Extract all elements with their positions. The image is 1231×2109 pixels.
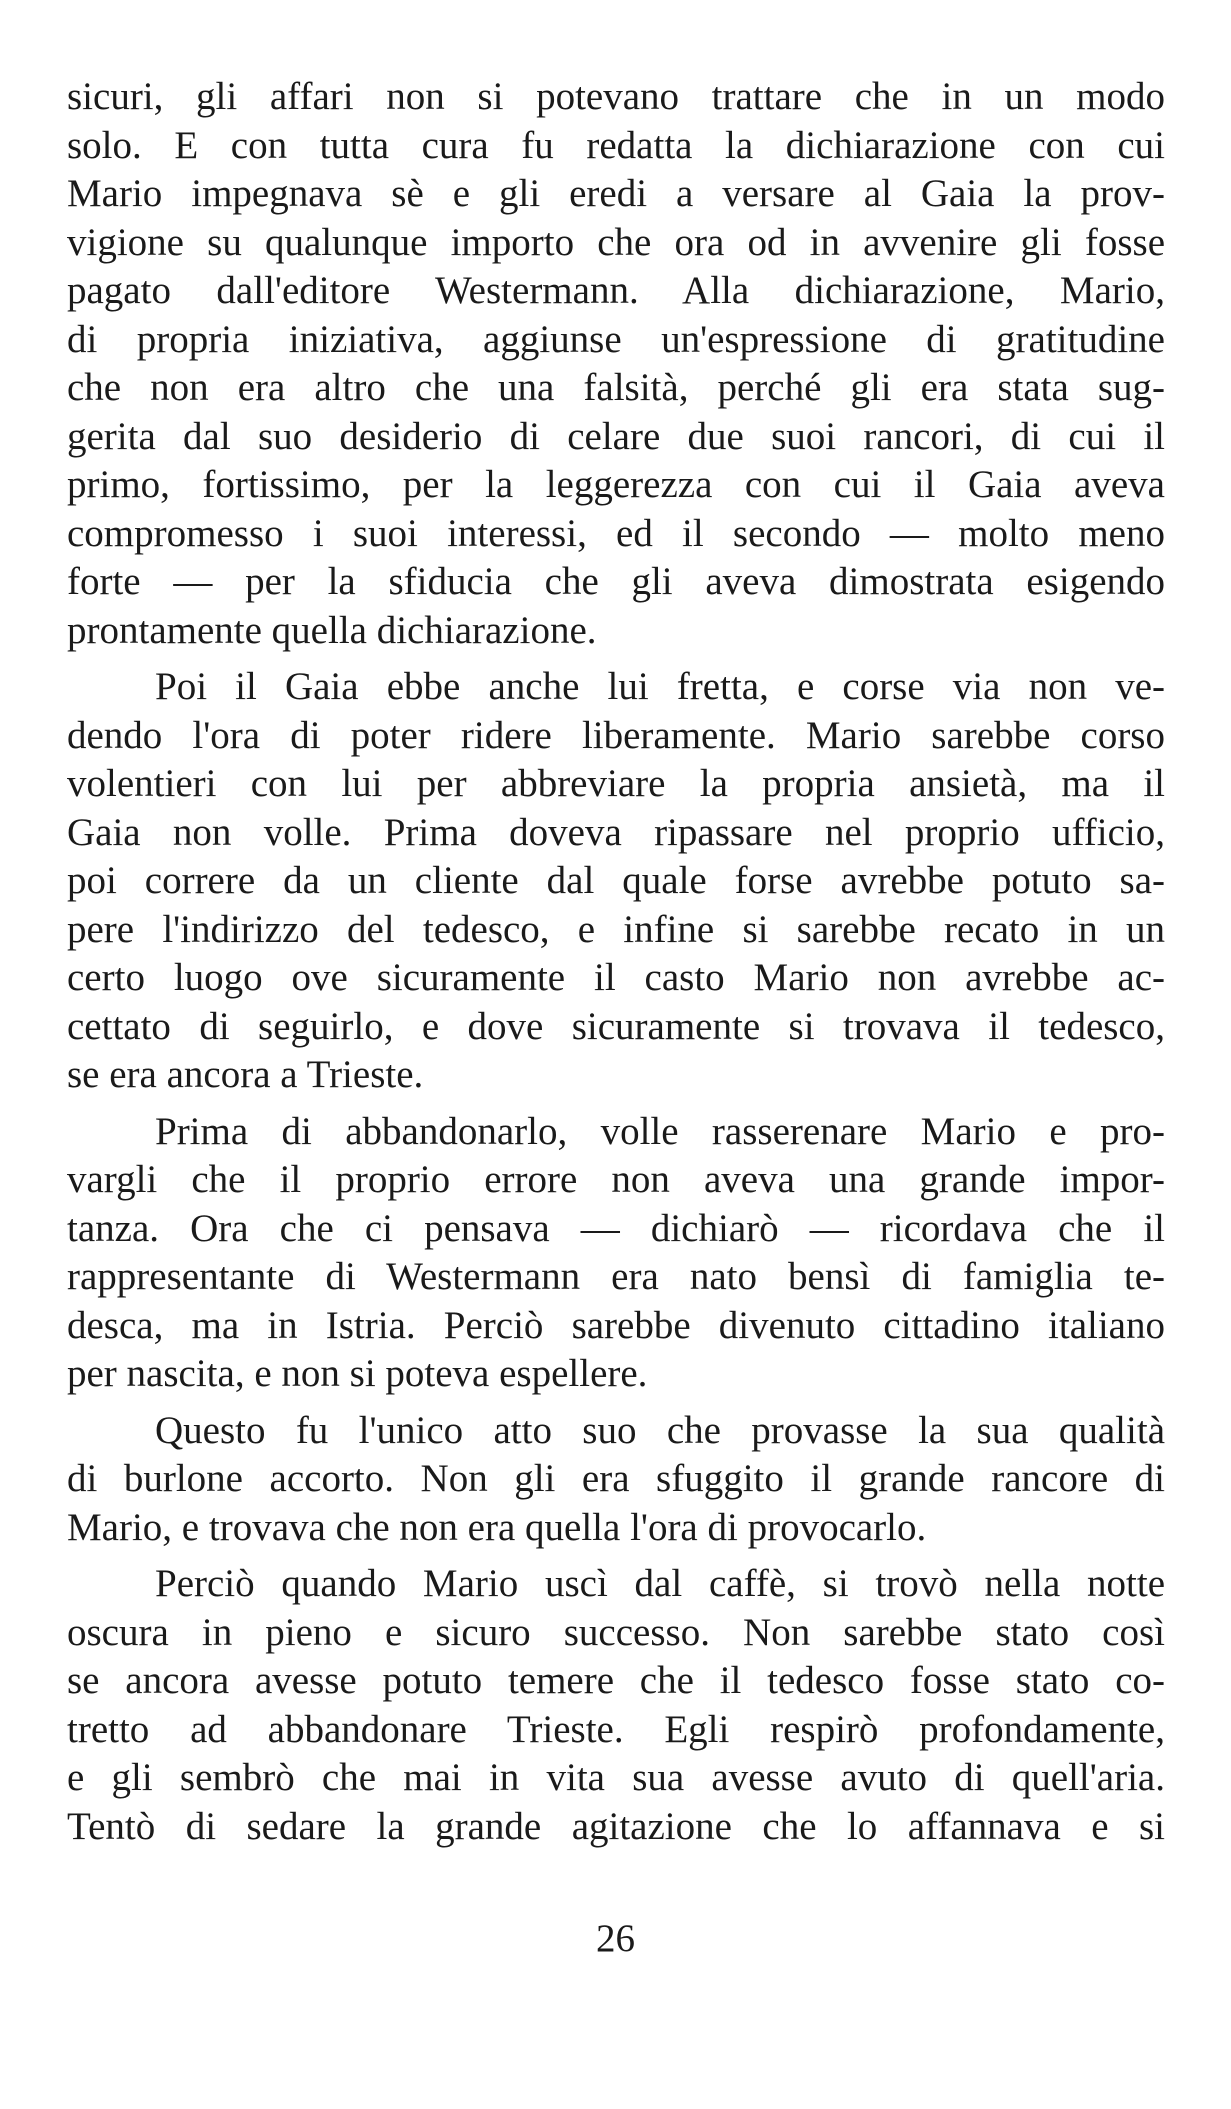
text-line: prontamente quella dichiarazione. — [67, 608, 597, 652]
text-line: Tentò di sedare la grande agitazione che lo affannava e si — [67, 1804, 1165, 1848]
text-line: e gli sembrò che mai in vita sua avesse avuto di quell'aria. — [67, 1756, 1165, 1799]
text-line: dendo l'ora di poter ridere liberamente. Mario sarebbe corso — [67, 713, 1165, 757]
text-line: sicuri, gli affari non si potevano trattare che in un modo — [67, 75, 1165, 118]
text-line: tanza. Ora che ci pensava — dichiarò — ricordava che il — [67, 1206, 1165, 1250]
text-line: forte — per la sfiducia che gli aveva dimostrata esigendo — [67, 560, 1165, 603]
text-line: certo luogo ove sicuramente il casto Mario non avrebbe ac- — [67, 956, 1165, 999]
text-line: di burlone accorto. Non gli era sfuggito il grande rancore di — [67, 1457, 1165, 1500]
text-line: di propria iniziativa, aggiunse un'espressione di gratitudine — [67, 317, 1165, 361]
text-line: pere l'indirizzo del tedesco, e infine si sarebbe recato in un — [67, 907, 1165, 951]
paragraph — [67, 73, 1165, 655]
text-line: Prima di abbandonarlo, volle rasserenare Mario e pro- — [155, 1109, 1165, 1153]
text-line: Mario impegnava sè e gli eredi a versare al Gaia la prov- — [67, 172, 1165, 215]
text-line: Poi il Gaia ebbe anche lui fretta, e corse via non ve- — [155, 665, 1165, 708]
paragraph-gap — [67, 655, 1165, 663]
text-line: poi correre da un cliente dal quale forse avrebbe potuto sa- — [67, 859, 1165, 902]
text-line: primo, fortissimo, per la leggerezza con cui il Gaia aveva — [67, 463, 1165, 506]
text-line: Gaia non volle. Prima doveva ripassare nel proprio ufficio, — [67, 810, 1165, 854]
text-line: vargli che il proprio errore non aveva una grande impor- — [67, 1158, 1165, 1201]
text-line: compromesso i suoi interessi, ed il secondo — molto meno — [67, 511, 1165, 555]
text-line: se ancora avesse potuto temere che il tedesco fosse stato co- — [67, 1659, 1165, 1702]
text-line: tretto ad abbandonare Trieste. Egli respirò profondamente, — [67, 1707, 1165, 1751]
text-line: vigione su qualunque importo che ora od in avvenire gli fosse — [67, 220, 1165, 264]
text-line: Mario, e trovava che non era quella l'ora di provocarlo. — [67, 1505, 927, 1549]
text-line: Questo fu l'unico atto suo che provasse la sua qualità — [155, 1408, 1165, 1452]
paragraph — [67, 1407, 1165, 1553]
paragraph-gap — [67, 1100, 1165, 1108]
text-line: volentieri con lui per abbreviare la propria ansietà, ma il — [67, 762, 1165, 805]
text-line: rappresentante di Westermann era nato bensì di famiglia te- — [67, 1255, 1165, 1298]
page-body — [67, 73, 1165, 1851]
text-line: che non era altro che una falsità, perché gli era stata sug- — [67, 366, 1165, 409]
paragraph-gap — [67, 1552, 1165, 1560]
text-line: se era ancora a Trieste. — [67, 1053, 424, 1096]
text-line: per nascita, e non si poteva espellere. — [67, 1352, 648, 1395]
text-line: pagato dall'editore Westermann. Alla dichiarazione, Mario, — [67, 269, 1165, 312]
paragraph — [67, 663, 1165, 1100]
paragraph-gap — [67, 1399, 1165, 1407]
text-line: oscura in pieno e sicuro successo. Non sarebbe stato così — [67, 1610, 1165, 1654]
page-number: 26 — [596, 1917, 635, 1960]
text-line: cettato di seguirlo, e dove sicuramente si trovava il tedesco, — [67, 1004, 1165, 1048]
text-line: solo. E con tutta cura fu redatta la dichiarazione con cui — [67, 123, 1165, 167]
text-line: gerita dal suo desiderio di celare due suoi rancori, di cui il — [67, 414, 1165, 458]
text-line: desca, ma in Istria. Perciò sarebbe divenuto cittadino italiano — [67, 1303, 1165, 1347]
text-line: Perciò quando Mario uscì dal caffè, si trovò nella notte — [155, 1562, 1165, 1605]
paragraph — [67, 1560, 1165, 1851]
paragraph — [67, 1108, 1165, 1399]
